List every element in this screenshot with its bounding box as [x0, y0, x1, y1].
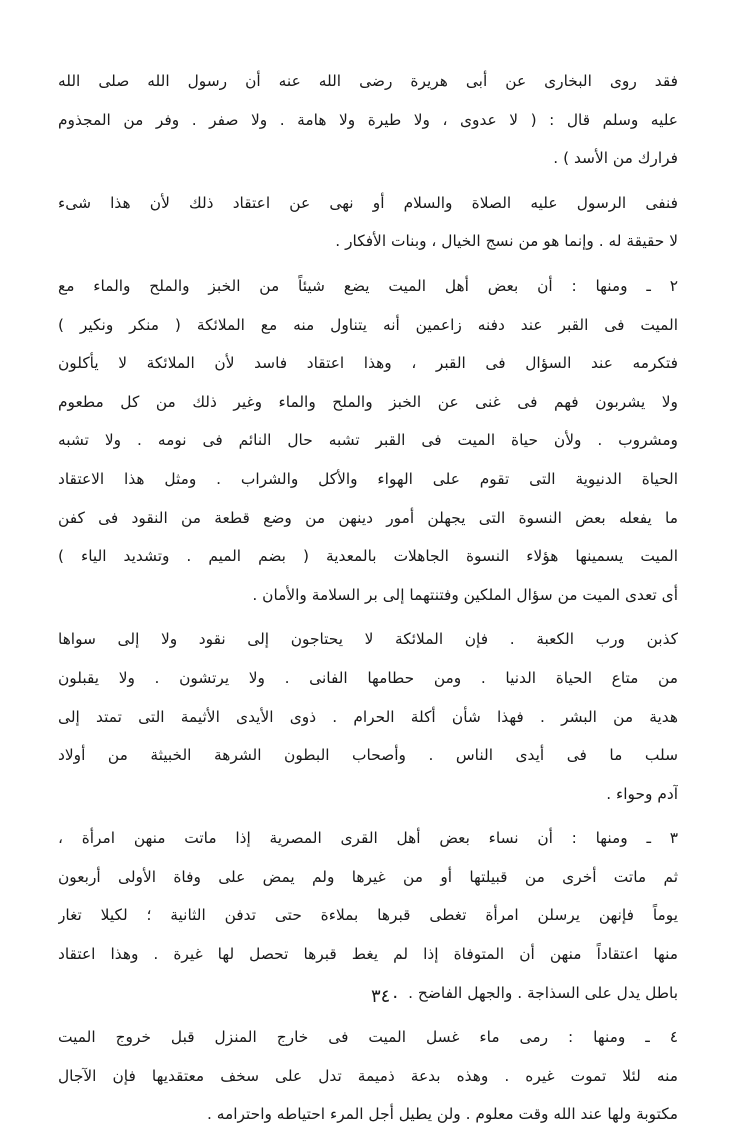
text-line: منه لئلا تموت غيره . وهذه بدعة ذميمة تدل على سخف معتقديها فإن الآجال — [58, 1066, 678, 1085]
text-line: يوماً فإنهن يرسلن امرأة تغطى قبرها بملاءة حتى تدفن الثانية ؛ لكيلا تغار — [58, 906, 678, 925]
text-line: من متاع الحياة الدنيا . ومن حطامها الفانى . ولا يرتشون . ولا يقبلون — [58, 668, 678, 687]
text-line: لا حقيقة له . وإنما هو من نسج الخيال ، وبنات الأفكار . — [335, 232, 678, 251]
text-line: الميت فى القبر عند دفنه زاعمين أنه يتناول منه مع الملائكة ( منكر ونكير ) — [58, 315, 678, 334]
text-line: ٣ ـ ومنها : أن نساء بعض أهل القرى المصرية إذا ماتت منهن امرأة ، — [58, 829, 678, 848]
text-line: مكتوبة ولها عند الله وقت معلوم . ولن يطيل أجل المرء احتياطه واحترامه . — [206, 1105, 678, 1124]
text-line: الميت يسمينها هؤلاء النسوة الجاهلات بالمعدية ( بضم الميم . وتشديد الياء ) — [58, 547, 678, 566]
text-line: ٤ ـ ومنها : رمى ماء غسل الميت فى خارج المنزل قبل خروج الميت — [58, 1028, 678, 1047]
text-line: ما يفعله بعض النسوة التى يجهلن أمور دينهن من وضع قطعة من النقود فى كفن — [58, 508, 678, 527]
paragraph — [58, 1018, 678, 1134]
text-line: ثم ماتت أخرى من قبيلتها أو من غيرها ولم يمض على وفاة الأولى أربعون — [58, 867, 678, 886]
text-line: ومشروب . ولأن حياة الميت فى القبر تشبه حال النائم فى نومه . ولا تشبه — [58, 431, 678, 450]
text-line: آدم وحواء . — [606, 784, 678, 803]
text-line: فنفى الرسول عليه الصلاة والسلام أو نهى عن اعتقاد ذلك لأن هذا شىء — [58, 193, 678, 212]
text-line: هدية من البشر . فهذا شأن أكلة الحرام . ذوى الأيدى الأثيمة التى تمتد إلى — [58, 707, 678, 726]
text-line: فرارك من الأسد ) . — [553, 149, 678, 168]
page-body — [58, 62, 678, 1140]
text-line: فقد روى البخارى عن أبى هريرة رضى الله عنه أن رسول الله صلى الله — [58, 72, 678, 90]
text-line: الحياة الدنيوية التى تقوم على الهواء والأكل والشراب . ومثل هذا الاعتقاد — [58, 469, 678, 488]
paragraph — [58, 267, 678, 614]
text-line: باطل يدل على السذاجة . والجهل الفاضح . — [408, 983, 678, 1002]
text-line: كذبن ورب الكعبة . فإن الملائكة لا يحتاجون إلى نقود ولا إلى سواها — [58, 630, 678, 649]
page-number: ٣٤٠ — [370, 986, 400, 1007]
paragraph — [58, 184, 678, 261]
paragraphs — [58, 62, 678, 1134]
text-line: ٢ ـ ومنها : أن بعض أهل الميت يضع شيئاً من الخبز والملح والماء مع — [58, 276, 678, 295]
text-line: عليه وسلم قال : ( لا عدوى ، ولا طيرة ولا هامة . ولا صفر . وفر من المجذوم — [58, 110, 678, 129]
text-line: أى تعدى الميت من سؤال الملكين وفتنتهما إلى بر السلامة والأمان . — [252, 585, 678, 604]
text-line: ولا يشربون فهم فى غنى عن الخبز والملح والماء وغير ذلك من كل مطعوم — [58, 392, 678, 411]
paragraph — [58, 62, 678, 178]
paragraph — [58, 620, 678, 813]
text-line: فتكرمه عند السؤال فى القبر ، وهذا اعتقاد فاسد لأن الملائكة لا يأكلون — [58, 354, 678, 373]
text-line: سلب ما فى أيدى الناس . وأصحاب البطون الشرهة الخبيثة من أولاد — [58, 746, 678, 765]
text-line: منها اعتقاداً منهن أن المتوفاة إذا لم يغط قبرها تحصل لها غيرة . وهذا اعتقاد — [58, 945, 678, 964]
paragraph — [58, 819, 678, 1012]
